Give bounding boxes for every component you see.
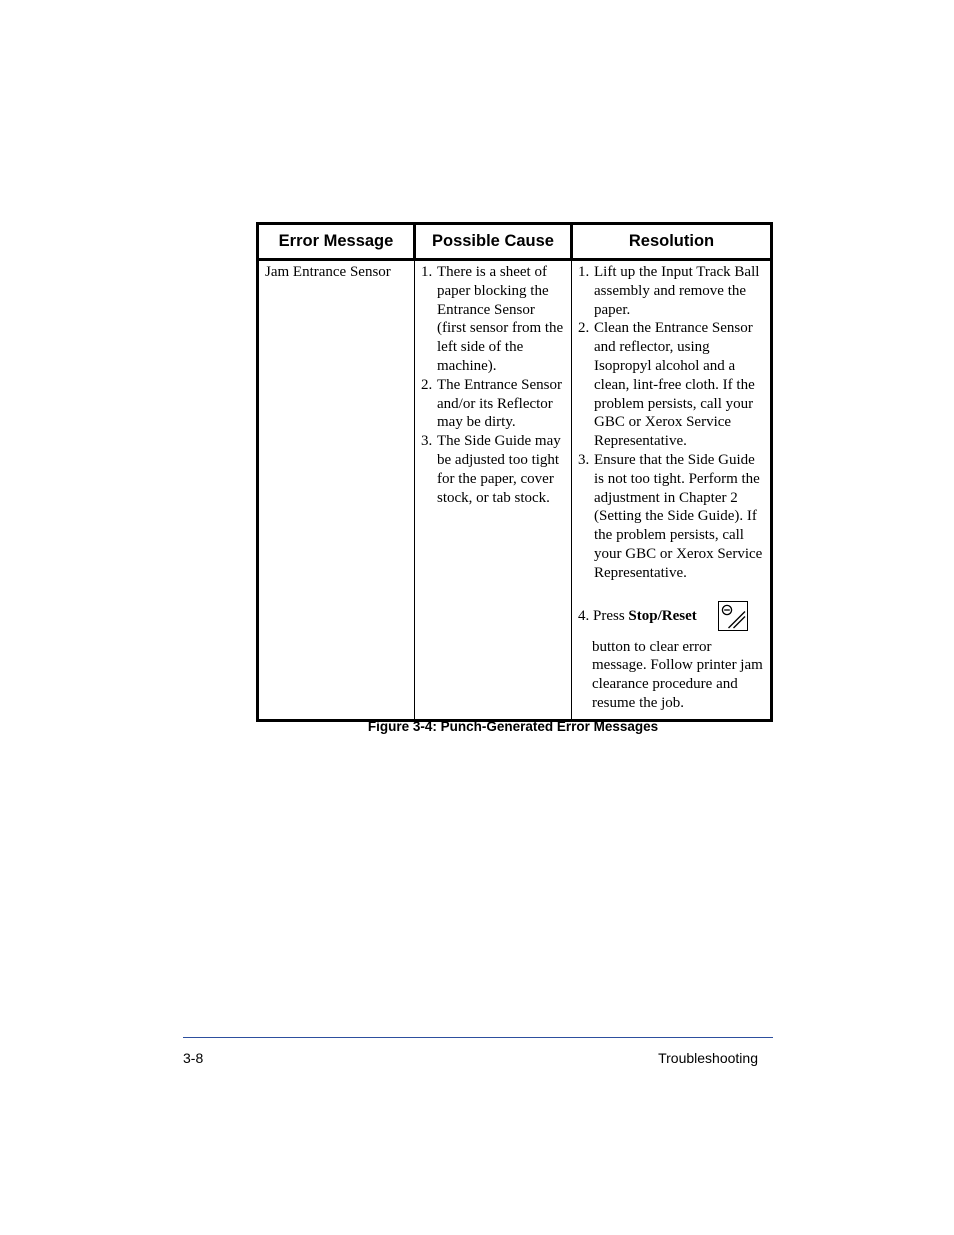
section-title: Troubleshooting	[658, 1050, 758, 1066]
cause-text: There is a sheet of paper blocking the Entrance Sensor (first sensor from the left side of the machine).	[437, 264, 564, 374]
cause-item	[421, 376, 565, 432]
resolution-number: 3.	[578, 451, 590, 468]
resolution-text: Ensure that the Side Guide is not too tight. Perform the adjustment in Chapter 2 (Setting the Side Guide). If the problem persists, call your GBC or Xerox Service Representative.	[594, 451, 763, 581]
table-header-row	[258, 224, 772, 260]
header-possible-cause: Possible Cause	[415, 224, 572, 260]
resolution-number: 2.	[578, 320, 590, 337]
resolution-text: Clean the Entrance Sensor and reflector, using Isopropyl alcohol and a clean, lint-free cloth. If the problem persists, call your GBC or Xerox Service Representative.	[594, 320, 755, 450]
cause-list	[421, 263, 565, 507]
resolution-item	[578, 451, 764, 583]
resolution-item	[578, 319, 764, 451]
page-number: 3-8	[183, 1050, 204, 1066]
cause-text: The Side Guide may be adjusted too tight for the paper, cover stock, or tab stock.	[437, 433, 561, 506]
table-row	[258, 260, 772, 721]
header-resolution: Resolution	[572, 224, 772, 260]
resolution-cell	[572, 260, 772, 721]
cause-item	[421, 432, 565, 507]
figure-caption: Figure 3-4: Punch-Generated Error Messages	[367, 719, 659, 734]
resolution-number: 1.	[578, 264, 590, 280]
press-step-continuation: button to clear error message. Follow printer jam clearance procedure and resume the job.	[592, 638, 763, 711]
error-messages-table	[256, 222, 773, 722]
press-step-prefix: Press	[593, 607, 625, 624]
resolution-list	[578, 263, 764, 583]
header-error-message: Error Message	[258, 224, 415, 260]
possible-cause-cell	[415, 260, 572, 721]
cause-number: 2.	[421, 376, 433, 393]
stop-reset-label: Stop/Reset	[628, 607, 697, 624]
cause-item	[421, 263, 565, 376]
press-stop-reset-step	[578, 601, 764, 635]
stop-reset-icon	[718, 601, 748, 631]
cause-number: 3.	[421, 433, 433, 450]
error-message-text: Jam Entrance Sensor	[265, 264, 391, 280]
footer-rule	[183, 1037, 773, 1038]
press-step-number: 4.	[578, 607, 590, 624]
resolution-item	[578, 263, 764, 319]
stop-reset-icon-graphic	[719, 602, 746, 629]
error-message-cell	[258, 260, 415, 721]
cause-number: 1.	[421, 264, 433, 280]
cause-text: The Entrance Sensor and/or its Reflector may be dirty.	[437, 376, 562, 431]
resolution-text: Lift up the Input Track Ball assembly and remove the paper.	[594, 264, 760, 318]
